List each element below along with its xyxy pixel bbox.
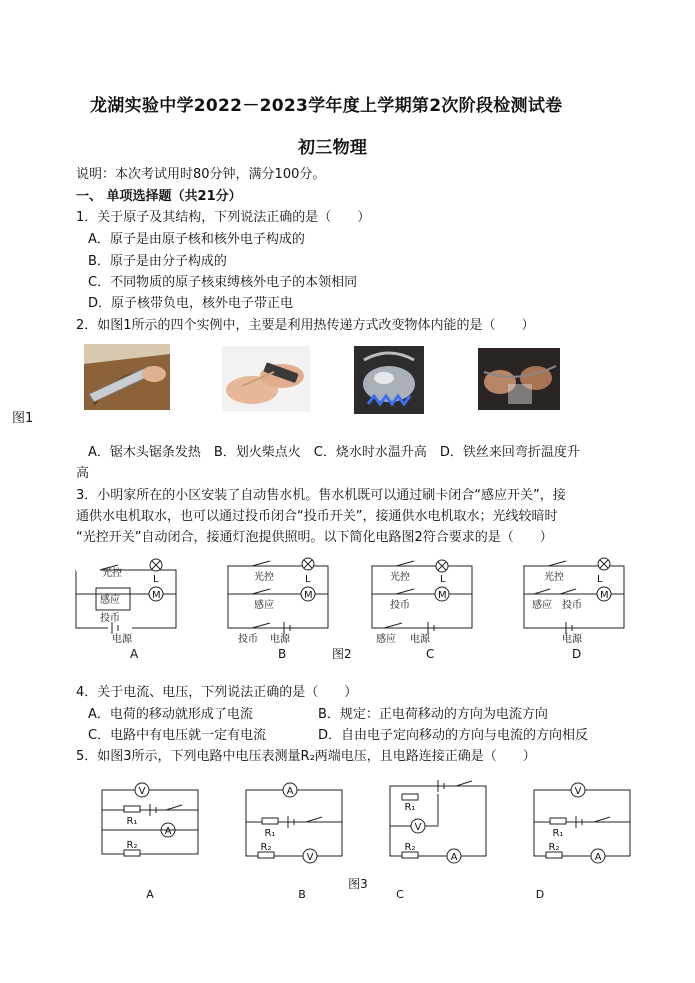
label-guangkong-b: 光控 <box>254 572 274 583</box>
label-r2-3d: R₂ <box>548 842 560 853</box>
circuit-3b-label: B <box>298 888 306 901</box>
circuit-2c-label: C <box>426 647 435 661</box>
label-motor-c: M <box>438 590 447 601</box>
q1-option-a: A．原子是由原子核和核外电子构成的 <box>88 232 305 247</box>
figure-1-label: 图1 <box>12 411 34 426</box>
photo-kettle-boiling <box>354 346 424 414</box>
circuit-3d-label: D <box>535 888 545 901</box>
section-heading: 一、 单项选择题（共21分） <box>76 189 242 204</box>
circuit-2a <box>76 559 176 634</box>
label-r1-3a: R₁ <box>126 816 138 827</box>
circuit-3c-label: C <box>396 888 404 901</box>
label-ganying-c: 感应 <box>376 634 396 645</box>
label-motor-a: M <box>152 590 161 601</box>
label-r1-3c: R₁ <box>404 802 416 813</box>
photo-sawing-wood <box>84 344 170 410</box>
meter-v-3c: V <box>414 822 422 833</box>
circuit-3a-label: A <box>146 888 154 901</box>
meter-v-3b: V <box>306 852 314 863</box>
label-ganying-d: 感应 <box>532 600 552 611</box>
label-ganying-b: 感应 <box>254 600 274 611</box>
label-motor-b: M <box>304 590 313 601</box>
exam-instructions: 说明：本次考试用时80分钟，满分100分。 <box>76 167 326 182</box>
label-toubi-b: 投币 <box>238 634 258 645</box>
label-guangkong-d: 光控 <box>544 572 564 583</box>
label-guangkong-a: 光控 <box>102 568 122 579</box>
circuit-3a <box>102 783 198 856</box>
q4-option-d: D．自由电子定向移动的方向与电流的方向相反 <box>318 728 589 743</box>
q2-options-wrap: 高 <box>76 466 90 481</box>
circuit-2a-label: A <box>130 647 139 661</box>
q2-stem: 2．如图1所示的四个实例中，主要是利用热传递方式改变物体内能的是（ ） <box>76 318 535 333</box>
circuit-2d <box>524 558 624 634</box>
label-r2-3c: R₂ <box>404 842 416 853</box>
meter-v-3a: V <box>138 786 146 797</box>
q1-option-c: C．不同物质的原子核束缚核外电子的本领相同 <box>88 275 358 290</box>
q4-option-b: B．规定：正电荷移动的方向为电流方向 <box>318 707 548 722</box>
label-guangkong-c: 光控 <box>390 572 410 583</box>
label-lamp-c: L <box>440 574 446 585</box>
q4-option-a: A．电荷的移动就形成了电流 <box>88 707 253 722</box>
q5-stem: 5．如图3所示，下列电路中电压表测量R₂两端电压，且电路连接正确是（ ） <box>76 749 536 764</box>
label-lamp-b: L <box>305 574 311 585</box>
q3-stem-line3: “光控开关”自动闭合，接通灯泡提供照明。以下简化电路图2符合要求的是（ ） <box>76 530 553 545</box>
q2-options: A．锯木头锯条发热 B．划火柴点火 C．烧水时水温升高 D．铁丝来回弯折温度升 <box>88 445 580 460</box>
exam-title: 龙湖实验中学2022－2023学年度上学期第2次阶段检测试卷 <box>90 96 563 116</box>
label-r2-3a: R₂ <box>126 840 138 851</box>
q1-stem: 1．关于原子及其结构，下列说法正确的是（ ） <box>76 210 371 225</box>
label-lamp-a: L <box>153 574 159 585</box>
meter-a-3d: A <box>594 852 602 863</box>
label-dianyuan-d: 电源 <box>562 634 582 645</box>
label-r2-3b: R₂ <box>260 842 272 853</box>
q1-option-b: B．原子是由分子构成的 <box>88 254 227 269</box>
figure-3-circuits <box>90 776 650 906</box>
subject-title: 初三物理 <box>298 138 368 158</box>
circuit-2d-label: D <box>572 647 582 661</box>
q1-option-d: D．原子核带负电，核外电子带正电 <box>88 296 294 311</box>
figure-2-label: 图2 <box>332 647 352 661</box>
circuit-2c <box>372 560 472 634</box>
label-ganying-a: 感应 <box>100 595 120 606</box>
figure-2-circuits <box>60 552 660 664</box>
label-motor-d: M <box>600 590 609 601</box>
circuit-2b <box>228 558 328 634</box>
label-dianyuan-a: 电源 <box>112 634 132 645</box>
label-toubi-a: 投币 <box>100 613 120 624</box>
label-r1-3d: R₁ <box>552 828 564 839</box>
photo-striking-match <box>222 346 310 412</box>
label-toubi-d: 投币 <box>562 600 582 611</box>
q3-stem-line1: 3．小明家所在的小区安装了自动售水机。售水机既可以通过刷卡闭合“感应开关”，接 <box>76 488 566 503</box>
q3-stem-line2: 通供水电机取水，也可以通过投币闭合“投币开关”，接通供水电机取水；光线较暗时 <box>76 509 558 524</box>
q4-stem: 4．关于电流、电压，下列说法正确的是（ ） <box>76 685 358 700</box>
label-dianyuan-c: 电源 <box>410 634 430 645</box>
figure-3-label: 图3 <box>348 877 368 891</box>
q4-option-c: C．电路中有电压就一定有电流 <box>88 728 267 743</box>
label-dianyuan-b: 电源 <box>270 634 290 645</box>
meter-a-3c: A <box>450 852 458 863</box>
meter-a-3b: A <box>286 786 294 797</box>
label-r1-3b: R₁ <box>264 828 276 839</box>
meter-v-3d: V <box>574 786 582 797</box>
meter-a-3a: A <box>164 826 172 837</box>
label-toubi-c: 投币 <box>390 600 410 611</box>
label-lamp-d: L <box>597 574 603 585</box>
circuit-2b-label: B <box>278 647 287 661</box>
photo-bending-wire <box>478 348 560 410</box>
